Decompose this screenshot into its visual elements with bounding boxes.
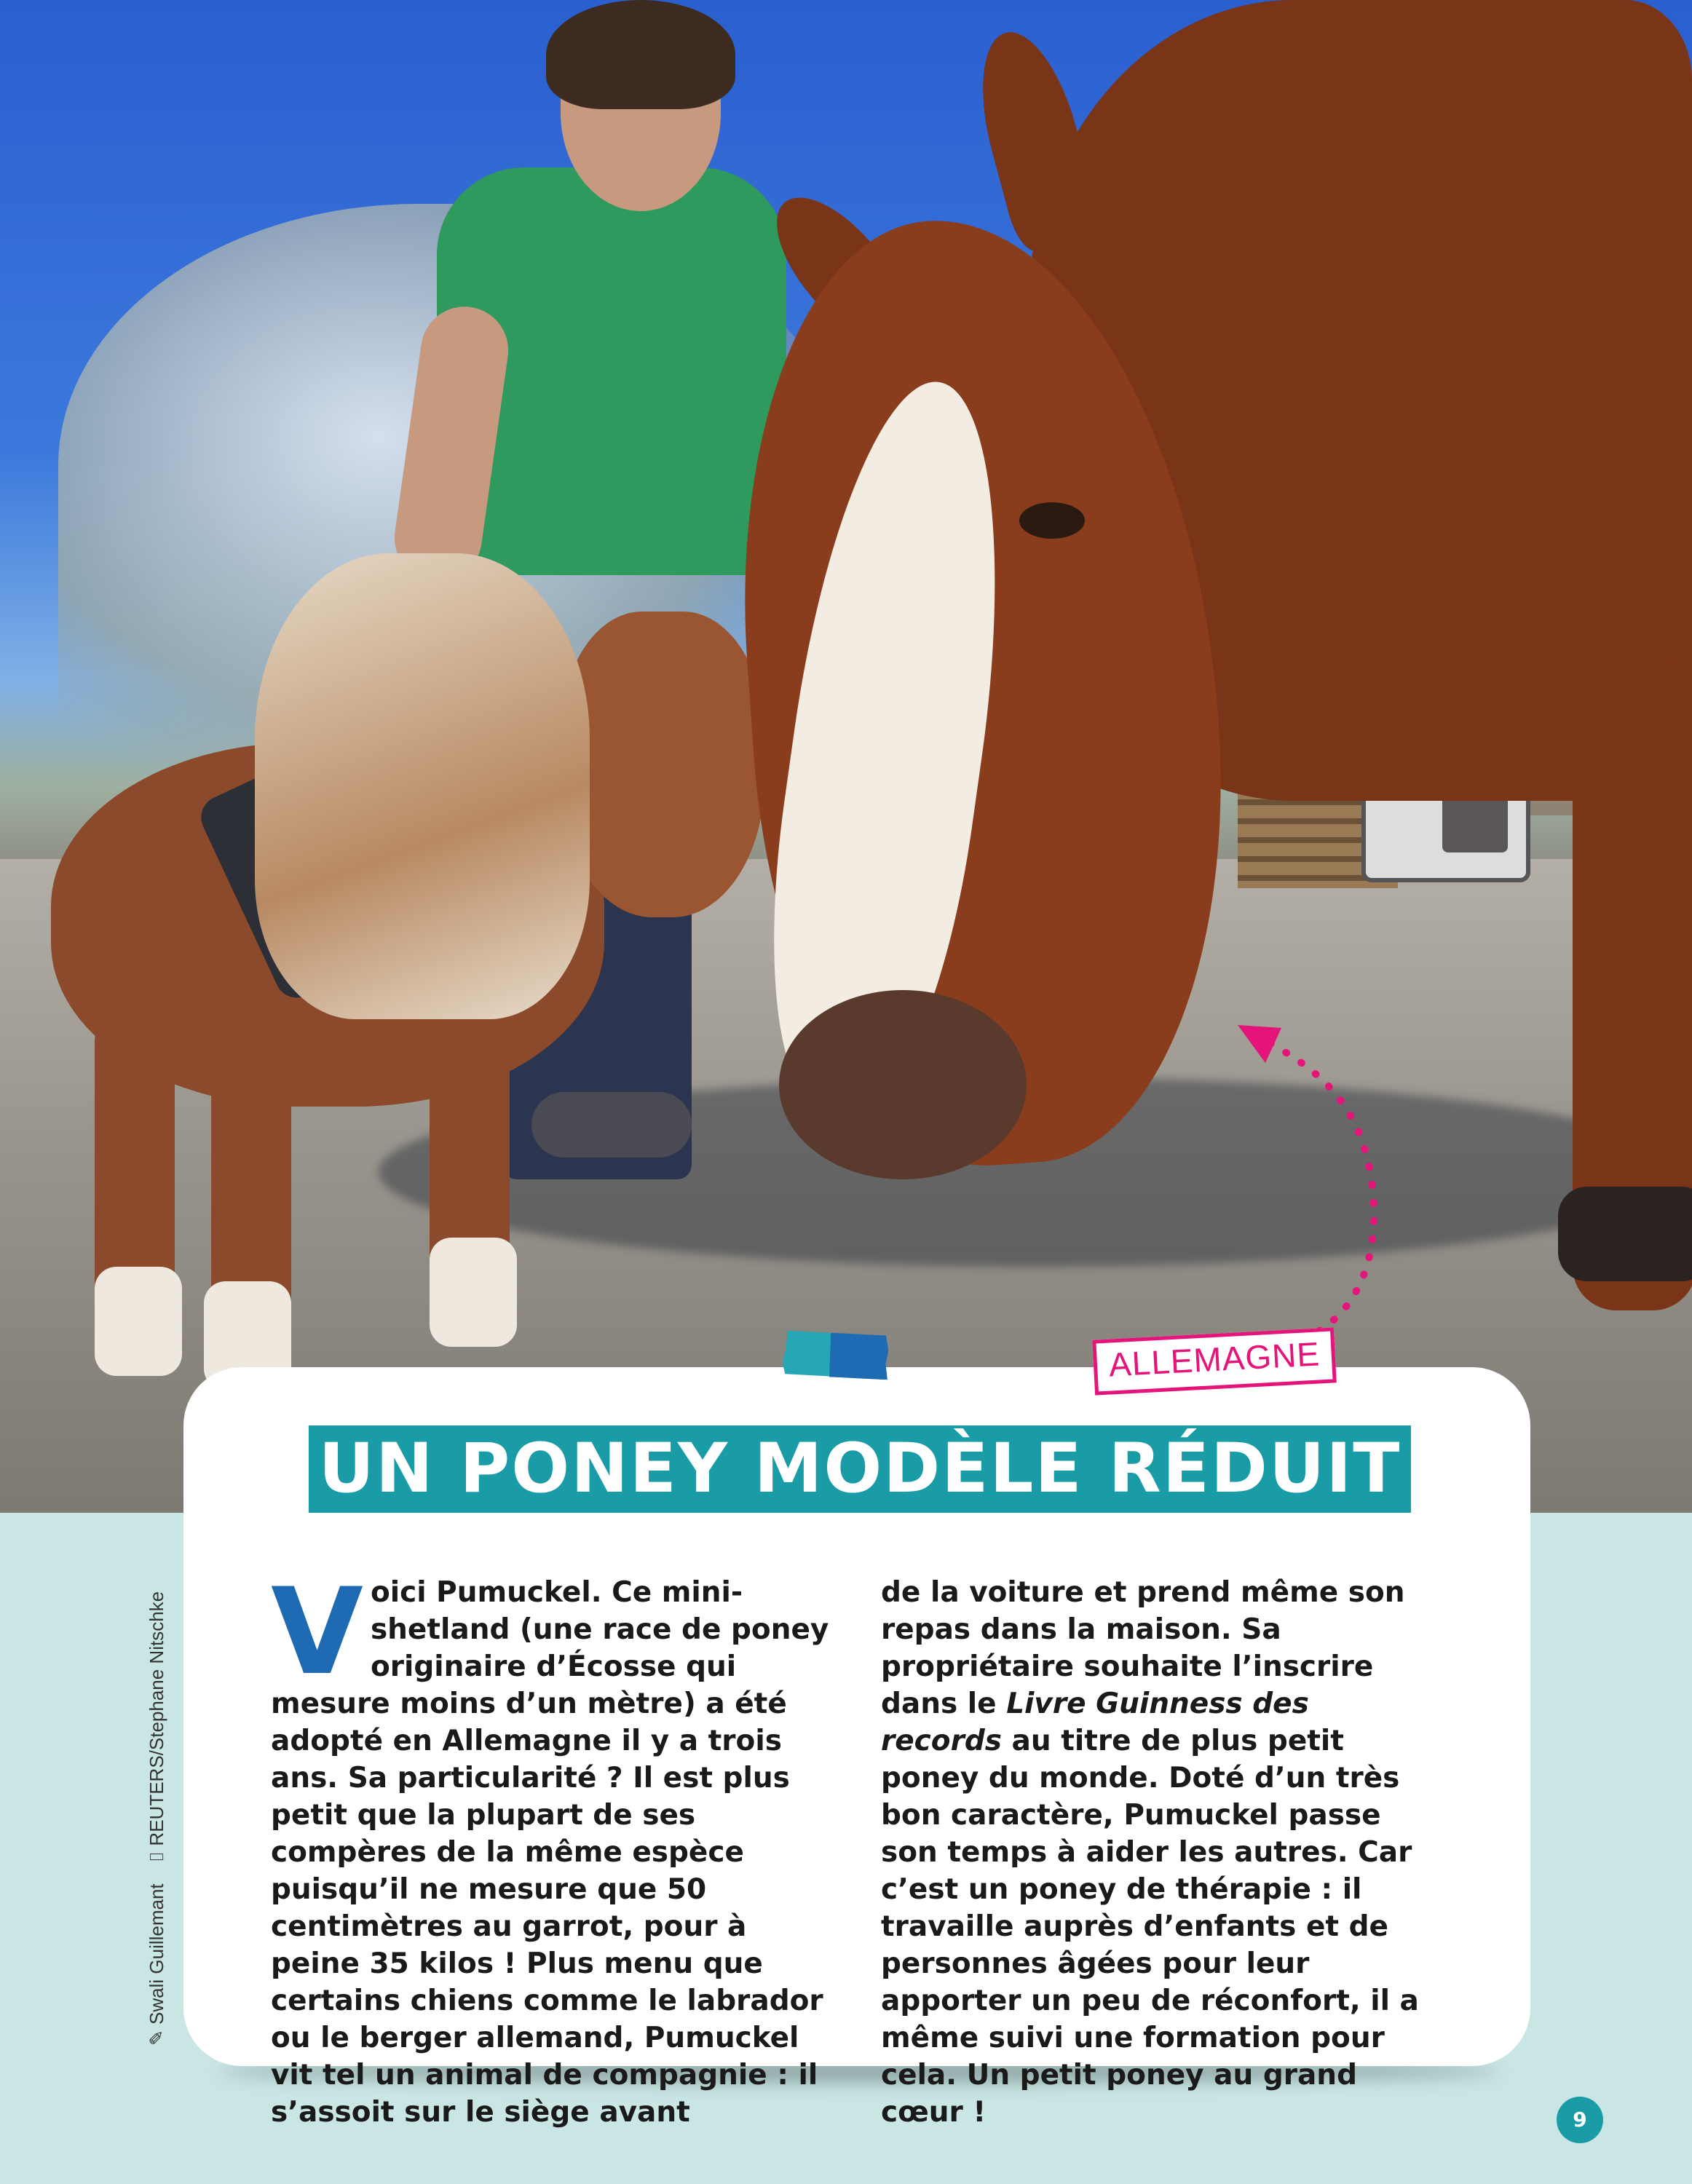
camera-icon: ⌷	[146, 1851, 167, 1863]
photo-credit: REUTERS/Stephane Nitschke	[146, 1591, 167, 1846]
illustrator-icon: ✎	[146, 2030, 167, 2046]
article-column-1	[271, 1562, 839, 2131]
body-text: au titre de plus petit poney du monde. Doté d’un très bon caractère, Pumuckel passe son temps à aider les autres. Car c’est un poney de thérapie : il travaille auprès d’enfants et de personnes âgées pour leur apporter un peu de réconfort, il a même suivi une formation pour cela. Un petit poney au grand cœur !	[881, 1725, 1419, 2129]
body-text: de la voiture et prend même son repas dans la maison. Sa propriétaire souhaite l’inscrire dans le	[881, 1576, 1405, 1720]
illustration-credit: Swali Guillemant	[146, 1883, 167, 2025]
body-text: oici Pumuckel. Ce mini-shetland (une race de poney originaire d’Écosse qui mesure moins d’un mètre) a été adopté en Allemagne il y a trois ans. Sa particularité ? Il est plus petit que la plupart de ses compères de la même espèce puisqu’il ne mesure que 50 centimètres au garrot, pour à peine 35 kilos ! Plus menu que certains chiens comme le labrador ou le berger allemand, Pumuckel vit tel un animal de compagnie : il s’assoit sur le siège avant	[271, 1576, 829, 2129]
tape-decoration	[829, 1333, 889, 1380]
photo-credits	[146, 1591, 169, 2046]
article-title: UN PONEY MODÈLE RÉDUIT	[318, 1429, 1402, 1508]
article-column-2	[881, 1574, 1434, 2131]
drop-cap: V	[271, 1562, 363, 1701]
country-tag: ALLEMAGNE	[1092, 1327, 1337, 1395]
large-horse	[750, 0, 1692, 1281]
mini-shetland-pony	[51, 524, 779, 1398]
book-title: Livre Guinness des records	[881, 1688, 1309, 1757]
page-number: 9	[1557, 2097, 1603, 2143]
